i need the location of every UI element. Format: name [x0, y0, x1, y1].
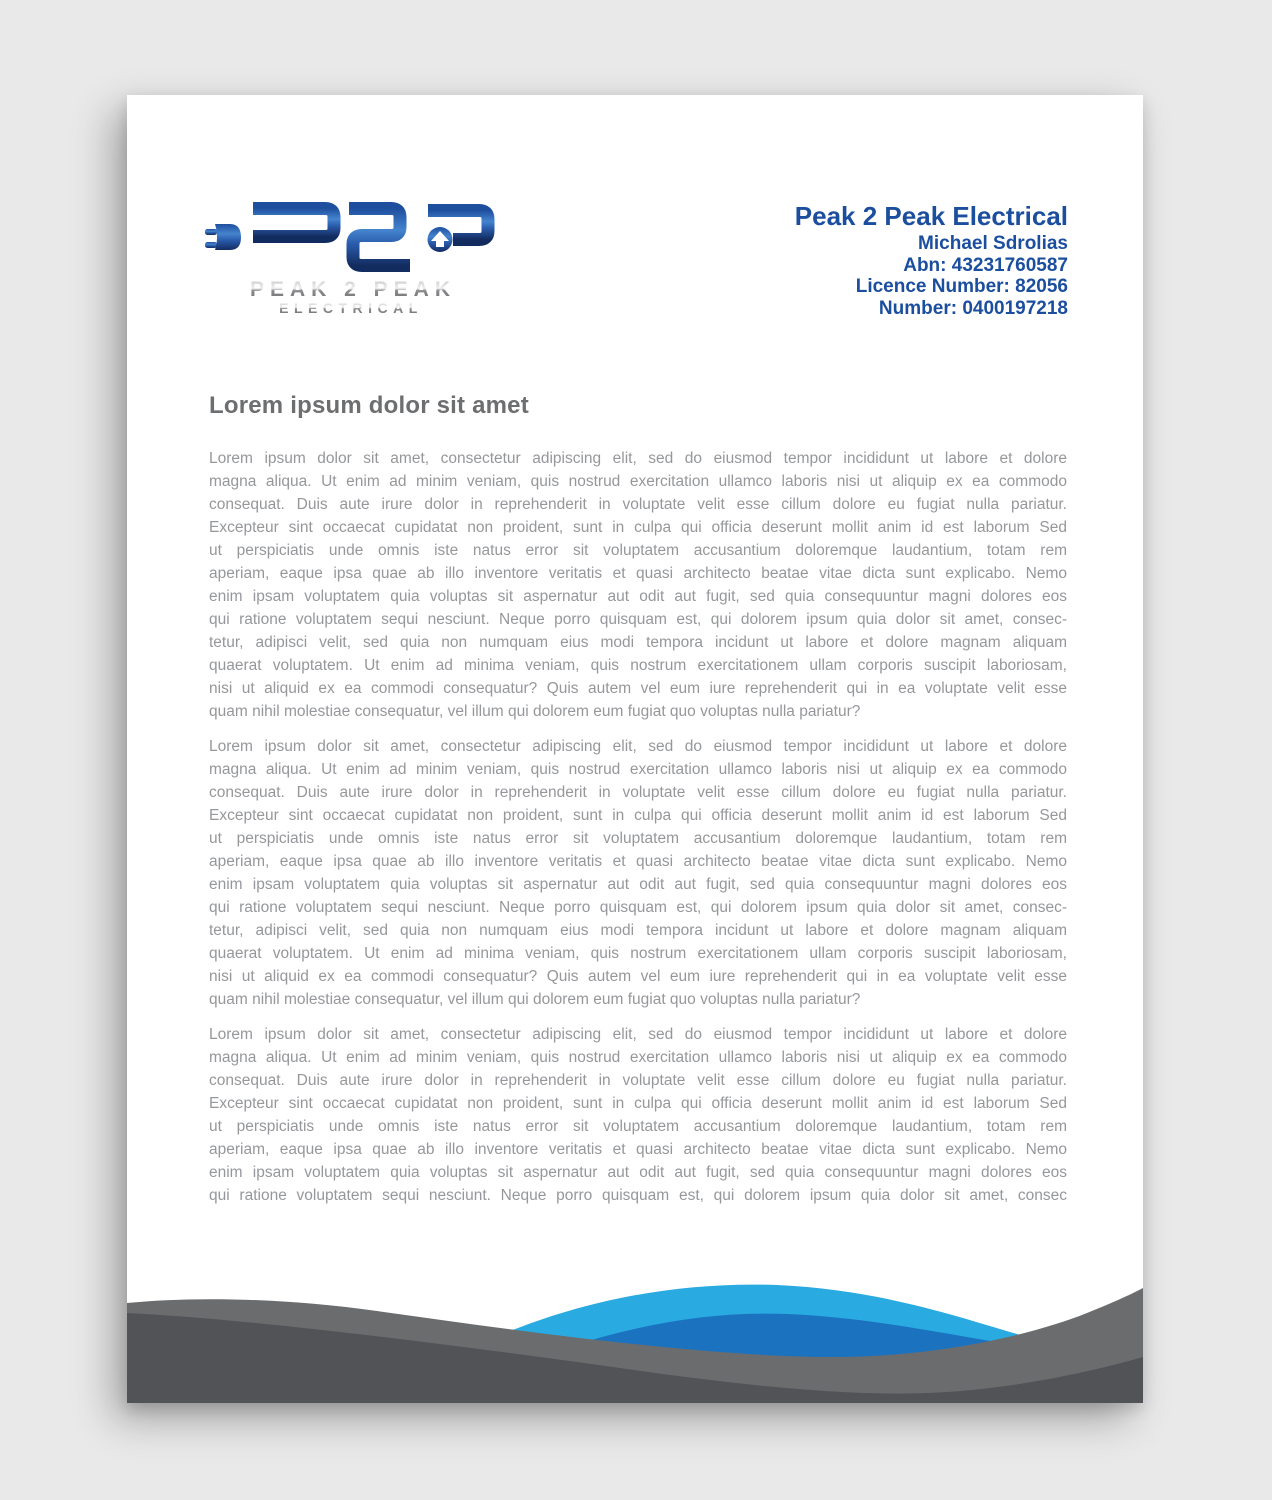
letter-p1-bowl	[253, 209, 334, 237]
footer-wave-graphic	[127, 1193, 1143, 1403]
paragraph	[209, 735, 1067, 1011]
text-line: consequat. Duis aute irure dolor in reprehenderit in voluptate velit esse cillum dolore eu fugiat nulla pariatur.	[209, 1072, 1067, 1089]
text-line: qui ratione voluptatem sequi nesciunt. Neque porro quisquam est, qui dolorem ipsum quia dolor sit amet, consec-	[209, 899, 1067, 916]
text-line: Excepteur sint occaecat cupidatat non proident, sunt in culpa qui officia deserunt mollit anim id est laborum Sed	[209, 807, 1067, 824]
text-line: tetur, adipisci velit, sed quia non numquam eius modi tempora incidunt ut labore et dolore magnam aliquam	[209, 922, 1067, 939]
licence-number: Licence Number: 82056	[855, 276, 1068, 297]
text-line: nisi ut aliquid ex ea commodi consequatur? Quis autem vel eum iure reprehenderit qui in ea voluptate velit esse	[209, 680, 1067, 697]
text-line: aperiam, eaque ipsa quae ab illo inventore veritatis et quasi architecto beatae vitae dicta sunt explicabo. Nemo	[209, 565, 1067, 582]
company-logo	[203, 180, 503, 320]
text-line: magna aliqua. Ut enim ad minim veniam, quis nostrud exercitation ullamco laboris nisi ut aliquip ex ea commodo	[209, 473, 1067, 490]
text-line: Lorem ipsum dolor sit amet, consectetur adipiscing elit, sed do eiusmod tempor incididunt ut labore et dolore	[209, 1026, 1067, 1043]
text-line: Excepteur sint occaecat cupidatat non proident, sunt in culpa qui officia deserunt mollit anim id est laborum Sed	[209, 1095, 1067, 1112]
text-line: quaerat voluptatem. Ut enim ad minima veniam, quis nostrum exercitationem ullam corporis suscipit laboriosam,	[209, 945, 1067, 962]
abn-number: Abn: 43231760587	[903, 254, 1068, 276]
logo-wordmark: PEAK 2 PEAK	[249, 278, 457, 301]
paragraph	[209, 447, 1067, 723]
text-line: quam nihil molestiae consequatur, vel illum qui dolorem eum fugiat quo voluptas nulla pariatur?	[209, 991, 861, 1008]
contact-name: Michael Sdrolias	[918, 233, 1068, 254]
text-line: ut perspiciatis unde omnis iste natus error sit voluptatem accusantium doloremque laudantium, totam rem	[209, 830, 1067, 847]
text-line: enim ipsam voluptatem quia voluptas sit aspernatur aut odit aut fugit, sed quia consequuntur magni dolores eos	[209, 876, 1067, 893]
text-line: qui ratione voluptatem sequi nesciunt. Neque porro quisquam est, qui dolorem ipsum quia dolor sit amet, consec-	[209, 611, 1067, 628]
text-line: quaerat voluptatem. Ut enim ad minima veniam, quis nostrum exercitationem ullam corporis suscipit laboriosam,	[209, 657, 1067, 674]
letter-heading: Lorem ipsum dolor sit amet	[209, 392, 529, 419]
text-line: qui ratione voluptatem sequi nesciunt. Neque porro quisquam est, qui dolorem ipsum quia dolor sit amet, consec	[209, 1187, 1067, 1204]
text-line: nisi ut aliquid ex ea commodi consequatur? Quis autem vel eum iure reprehenderit qui in ea voluptate velit esse	[209, 968, 1067, 985]
text-line: magna aliqua. Ut enim ad minim veniam, quis nostrud exercitation ullamco laboris nisi ut aliquip ex ea commodo	[209, 1049, 1067, 1066]
paragraph	[209, 1023, 1067, 1207]
company-name: Peak 2 Peak Electrical	[794, 201, 1068, 231]
phone-number: Number: 0400197218	[878, 297, 1068, 319]
text-line: enim ipsam voluptatem quia voluptas sit aspernatur aut odit aut fugit, sed quia consequuntur magni dolores eos	[209, 588, 1067, 605]
letter-2	[349, 209, 410, 266]
text-line: Lorem ipsum dolor sit amet, consectetur adipiscing elit, sed do eiusmod tempor incididunt ut labore et dolore	[209, 738, 1067, 755]
text-line: quam nihil molestiae consequatur, vel illum qui dolorem eum fugiat quo voluptas nulla pariatur?	[209, 703, 861, 720]
text-line: enim ipsam voluptatem quia voluptas sit aspernatur aut odit aut fugit, sed quia consequuntur magni dolores eos	[209, 1164, 1067, 1181]
text-line: aperiam, eaque ipsa quae ab illo inventore veritatis et quasi architecto beatae vitae dicta sunt explicabo. Nemo	[209, 1141, 1067, 1158]
text-line: consequat. Duis aute irure dolor in reprehenderit in voluptate velit esse cillum dolore eu fugiat nulla pariatur.	[209, 784, 1067, 801]
text-line: aperiam, eaque ipsa quae ab illo inventore veritatis et quasi architecto beatae vitae dicta sunt explicabo. Nemo	[209, 853, 1067, 870]
text-line: tetur, adipisci velit, sed quia non numquam eius modi tempora incidunt ut labore et dolore magnam aliquam	[209, 634, 1067, 651]
text-line: Excepteur sint occaecat cupidatat non proident, sunt in culpa qui officia deserunt mollit anim id est laborum Sed	[209, 519, 1067, 536]
text-line: magna aliqua. Ut enim ad minim veniam, quis nostrud exercitation ullamco laboris nisi ut aliquip ex ea commodo	[209, 761, 1067, 778]
logo-tagline: ELECTRICAL	[279, 300, 423, 316]
contact-block	[795, 201, 1068, 319]
letterhead-page	[127, 95, 1143, 1403]
arrow-up-circle-icon	[428, 227, 453, 252]
text-line: ut perspiciatis unde omnis iste natus error sit voluptatem accusantium doloremque laudantium, totam rem	[209, 542, 1067, 559]
text-line: consequat. Duis aute irure dolor in reprehenderit in voluptate velit esse cillum dolore eu fugiat nulla pariatur.	[209, 496, 1067, 513]
body-paragraphs	[209, 447, 1067, 1219]
text-line: ut perspiciatis unde omnis iste natus error sit voluptatem accusantium doloremque laudantium, totam rem	[209, 1118, 1067, 1135]
text-line: Lorem ipsum dolor sit amet, consectetur adipiscing elit, sed do eiusmod tempor incididunt ut labore et dolore	[209, 450, 1067, 467]
